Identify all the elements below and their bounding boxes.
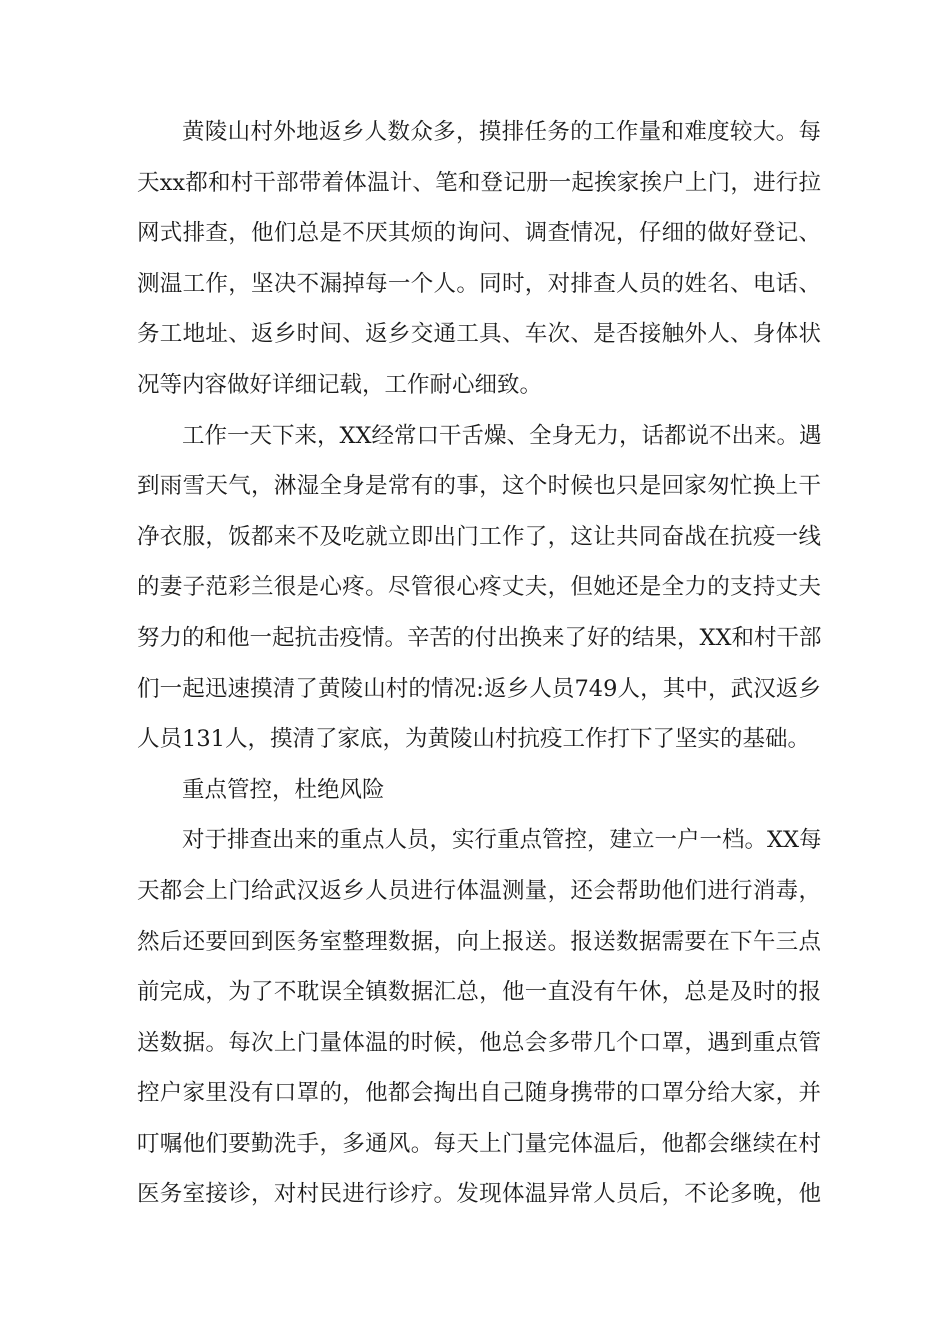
- text-line: 人员131人，摸清了家底，为黄陵山村抗疫工作打下了坚实的基础。: [137, 726, 810, 753]
- text-line: 送数据。每次上门量体温的时候，他总会多带几个口罩，遇到重点管: [137, 1029, 821, 1056]
- text-line: 网式排查，他们总是不厌其烦的询问、调查情况，仔细的做好登记、: [137, 220, 821, 247]
- text-line: 的妻子范彩兰很是心疼。尽管很心疼丈夫，但她还是全力的支持丈夫: [137, 574, 821, 601]
- text-line: 控户家里没有口罩的，他都会掏出自己随身携带的口罩分给大家，并: [137, 1080, 821, 1107]
- section-heading: [137, 765, 821, 816]
- text-line: 医务室接诊，对村民进行诊疗。发现体温异常人员后，不论多晚，他: [137, 1181, 821, 1208]
- text-line: 到雨雪天气，淋湿全身是常有的事，这个时候也只是回家匆忙换上干: [137, 473, 821, 500]
- text-line: 对于排查出来的重点人员，实行重点管控，建立一户一档。XX每: [182, 827, 822, 854]
- text-line: 黄陵山村外地返乡人数众多，摸排任务的工作量和难度较大。每: [182, 119, 821, 145]
- text-line: 前完成，为了不耽误全镇数据汇总，他一直没有午休，总是及时的报: [137, 979, 821, 1006]
- text-line: 天都会上门给武汉返乡人员进行体温测量，还会帮助他们进行消毒，: [137, 877, 821, 904]
- text-line: 天xx都和村干部带着体温计、笔和登记册一起挨家挨户上门，进行拉: [137, 169, 821, 196]
- text-line: 工作一天下来，XX经常口干舌燥、全身无力，话都说不出来。遇: [182, 422, 822, 449]
- document-body: [137, 107, 821, 1220]
- text-line: 然后还要回到医务室整理数据，向上报送。报送数据需要在下午三点: [137, 928, 821, 955]
- heading-text: 重点管控，杜绝风险: [182, 776, 385, 803]
- paragraph-1: [137, 107, 821, 411]
- paragraph-2: [137, 411, 821, 765]
- text-line: 务工地址、返乡时间、返乡交通工具、车次、是否接触外人、身体状: [137, 321, 821, 348]
- text-line: 测温工作，坚决不漏掉每一个人。同时，对排查人员的姓名、电话、: [137, 270, 821, 297]
- paragraph-3: [137, 815, 821, 1220]
- text-line: 净衣服，饭都来不及吃就立即出门工作了，这让共同奋战在抗疫一线: [137, 523, 821, 550]
- text-line: 叮嘱他们要勤洗手，多通风。每天上门量完体温后，他都会继续在村: [137, 1130, 821, 1157]
- text-line: 况等内容做好详细记载，工作耐心细致。: [137, 371, 543, 398]
- text-line: 努力的和他一起抗击疫情。辛苦的付出换来了好的结果，XX和村干部: [137, 624, 822, 651]
- text-line: 们一起迅速摸清了黄陵山村的情况:返乡人员749人，其中，武汉返乡: [137, 675, 821, 702]
